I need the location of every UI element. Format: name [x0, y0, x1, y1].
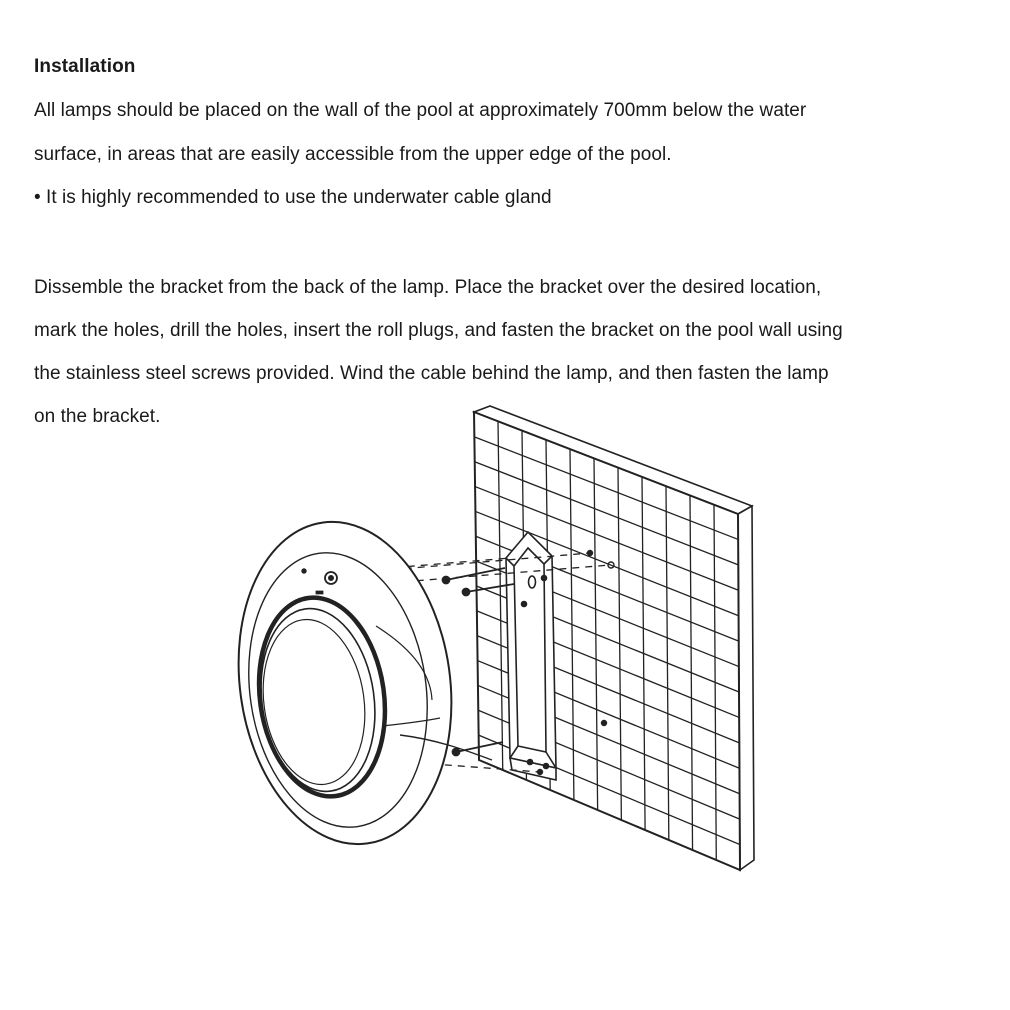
- instruction-line-4: on the bracket.: [34, 406, 161, 427]
- recommendation-bullet: • It is highly recommended to use the underwater cable gland: [34, 187, 552, 208]
- pool-lamp: [218, 508, 471, 858]
- intro-line-2: surface, in areas that are easily accessible from the upper edge of the pool.: [34, 144, 672, 165]
- section-heading: Installation: [34, 56, 136, 77]
- mounting-bracket: [506, 532, 556, 780]
- instruction-line-3: the stainless steel screws provided. Wind the cable behind the lamp, and then fasten the lamp: [34, 363, 829, 384]
- instruction-line-2: mark the holes, drill the holes, insert the roll plugs, and fasten the bracket on the pool wall using: [34, 320, 843, 341]
- intro-line-1: All lamps should be placed on the wall of the pool at approximately 700mm below the water: [34, 100, 807, 121]
- instruction-line-1: Dissemble the bracket from the back of the lamp. Place the bracket over the desired location,: [34, 277, 822, 298]
